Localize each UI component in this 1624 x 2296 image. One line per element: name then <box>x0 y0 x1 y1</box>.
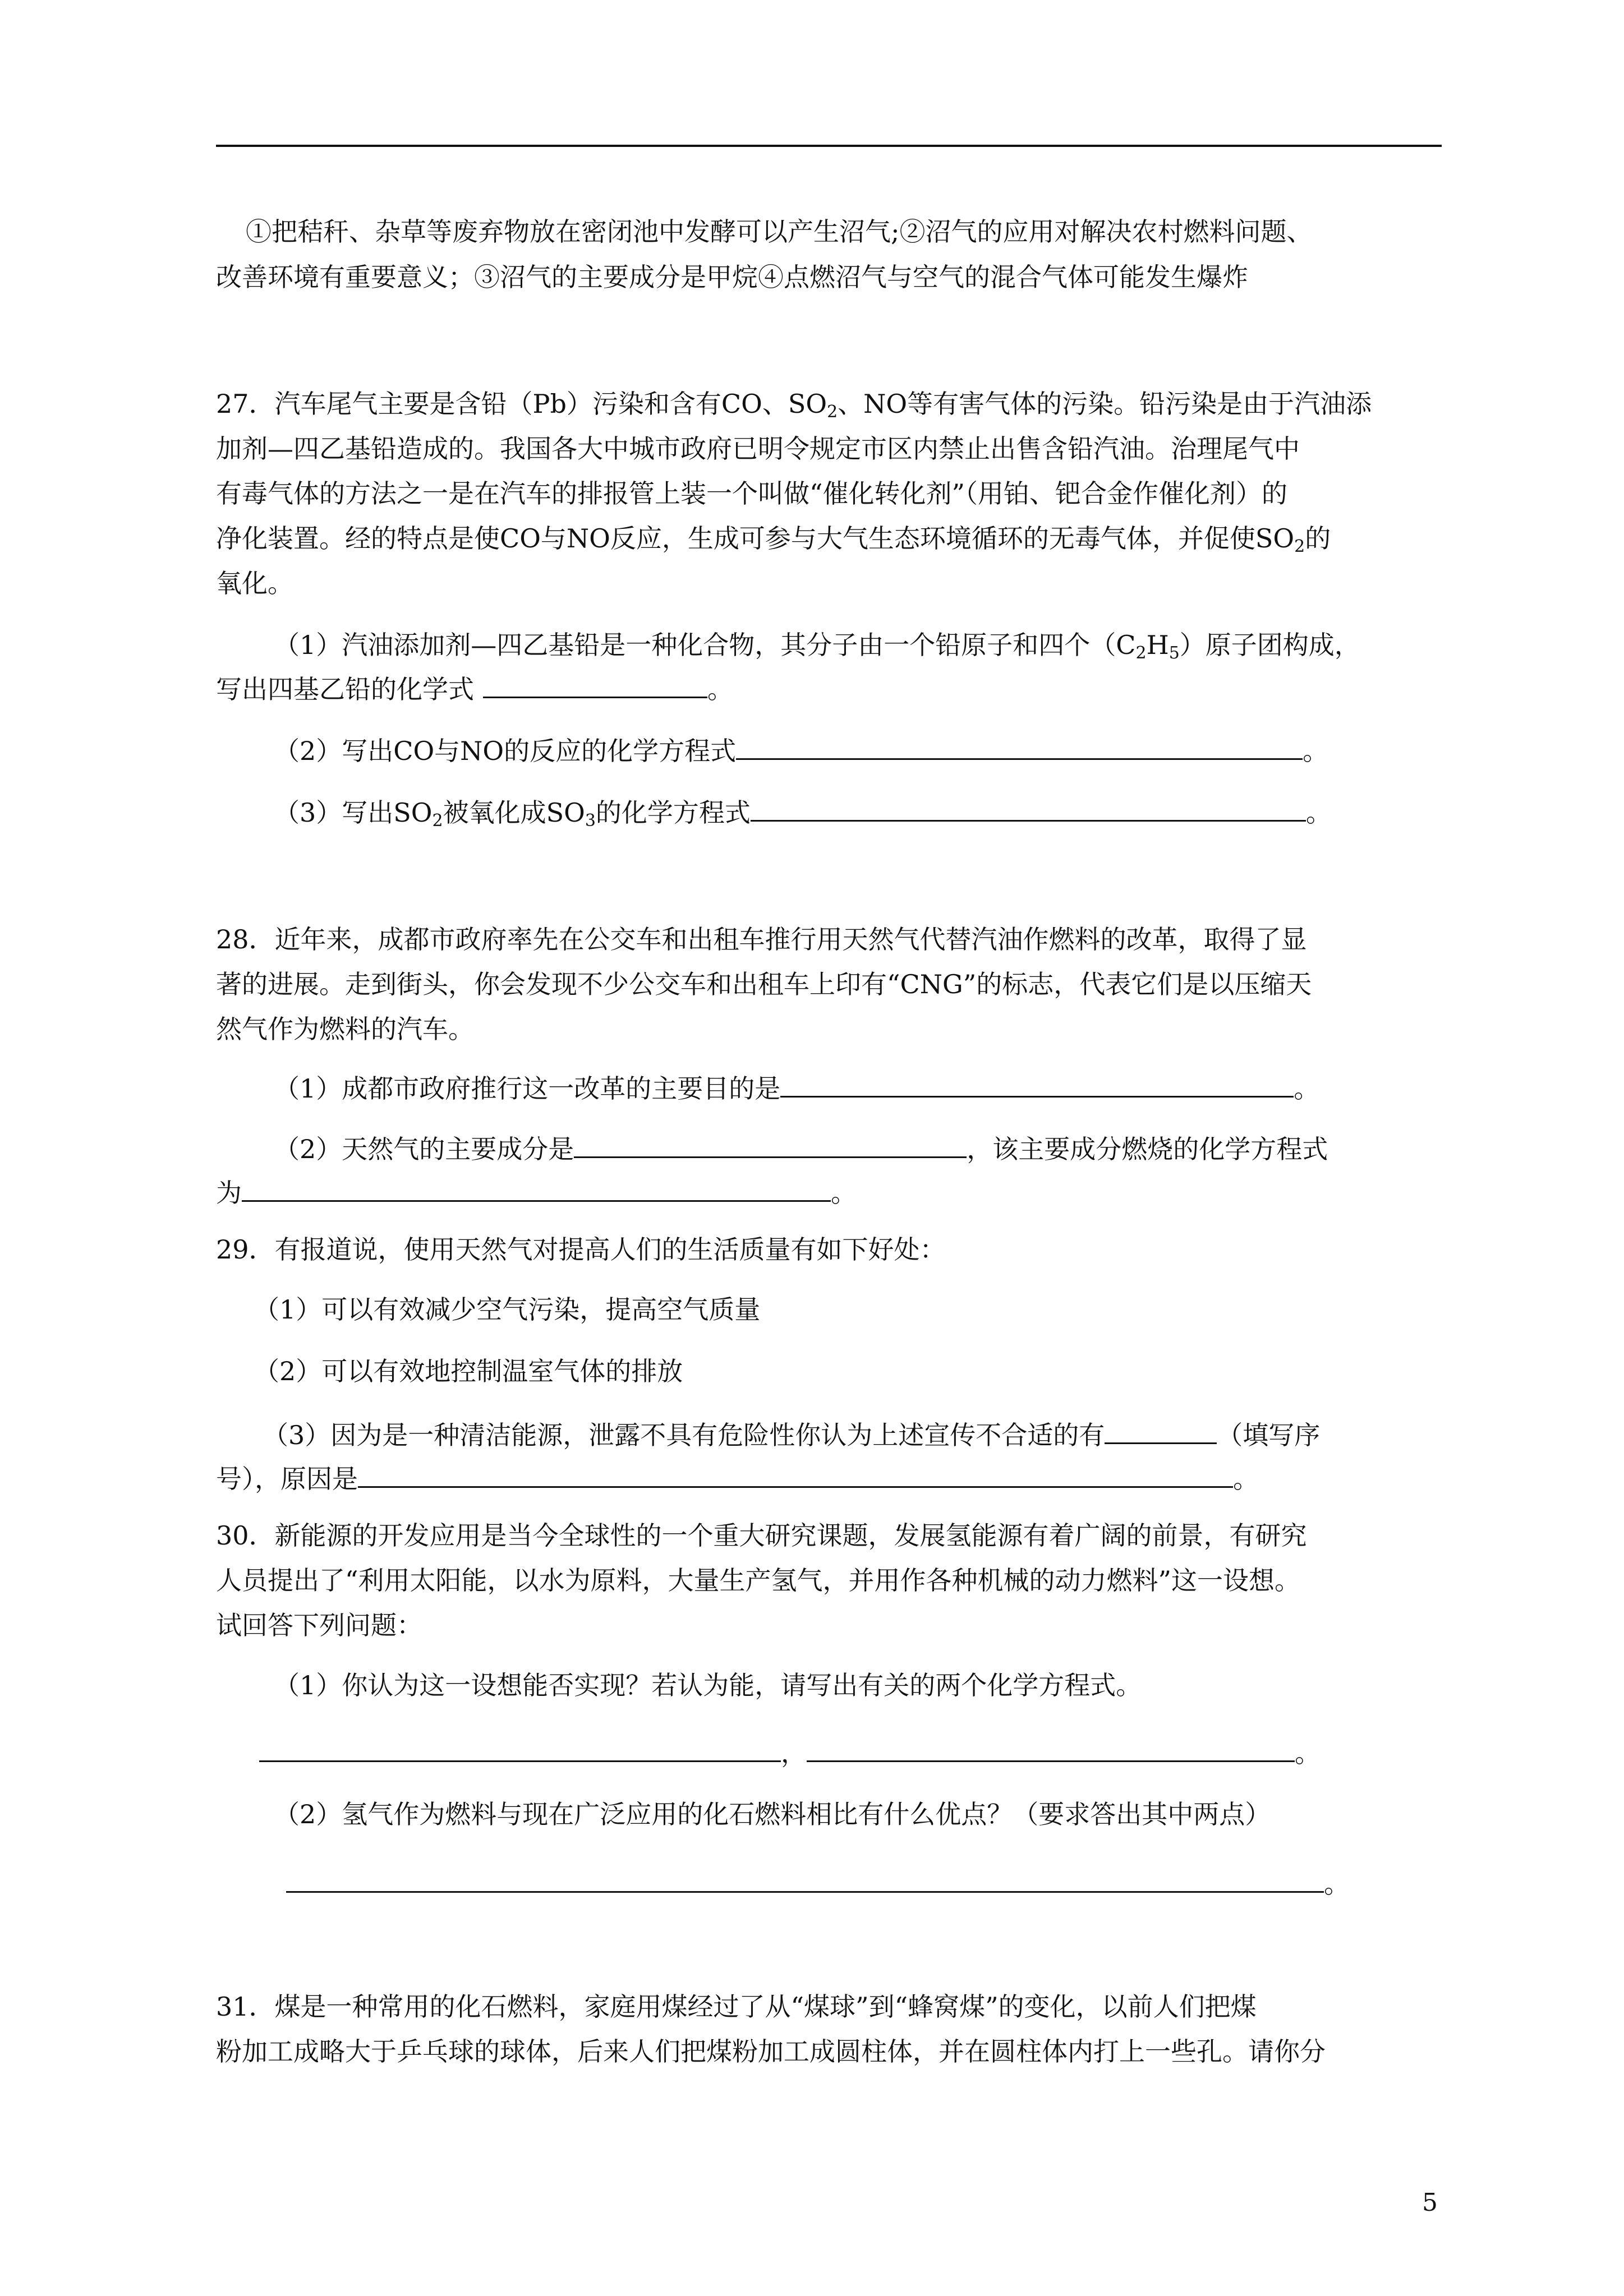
page-number: 5 <box>1422 2188 1438 2217</box>
q30-line-3 <box>216 1608 422 1642</box>
q30-text: 人员提出了“利用太阳能，以水为原料，大量生产氢气，并用作各种机械的动力燃料”这一设想。 <box>216 1565 1301 1596</box>
q28-part-2-text: （2）天然气的主要成分是 <box>274 1134 574 1164</box>
q30-part-1 <box>274 1668 1142 1702</box>
subscript: 2 <box>1294 537 1305 556</box>
q28-line-2 <box>216 967 1312 1001</box>
q28-part-1-text: （1）成都市政府推行这一改革的主要目的是 <box>274 1073 781 1104</box>
answer-blank[interactable] <box>286 1866 1324 1893</box>
punctuation: 。 <box>1324 1869 1350 1899</box>
q27-part-1-text: H <box>1146 630 1169 660</box>
q27-text: 氧化。 <box>216 568 293 598</box>
intro-line-1 <box>246 215 1313 248</box>
intro-line-2 <box>216 260 1248 294</box>
q28-line-1 <box>216 923 1307 956</box>
header-rule <box>216 145 1442 147</box>
q29-part-2 <box>254 1354 683 1388</box>
q28-text: 著的进展。走到街头，你会发现不少公交车和出租车上印有“CNG”的标志，代表它们是以压缩天 <box>216 969 1312 999</box>
punctuation: 。 <box>1233 1464 1259 1494</box>
answer-blank[interactable] <box>259 1736 781 1762</box>
answer-blank[interactable] <box>483 672 707 698</box>
q27-part-2 <box>274 734 1328 768</box>
q27-text: 加剂—四乙基铅造成的。我国各大中城市政府已明令规定市区内禁止出售含铅汽油。治理尾气中 <box>216 434 1300 464</box>
q30-part-2 <box>274 1797 1271 1831</box>
q27-part-1-text: 写出四基乙铅的化学式 <box>216 674 474 704</box>
q27-text: 的 <box>1305 523 1331 554</box>
q27-part-1 <box>274 628 1360 662</box>
punctuation: 。 <box>1295 1738 1321 1768</box>
q27-line-4 <box>216 522 1331 555</box>
q28-part-1 <box>274 1071 1319 1105</box>
q27-line-1 <box>216 387 1372 421</box>
q27-text: 、NO等有害气体的污染。铅污染是由于汽油添 <box>838 389 1372 419</box>
intro-text-2: 改善环境有重要意义；③沼气的主要成分是甲烷④点燃沼气与空气的混合气体可能发生爆炸 <box>216 262 1248 292</box>
answer-blank[interactable] <box>574 1132 967 1158</box>
q30-part-1-text: （1）你认为这一设想能否实现？若认为能，请写出有关的两个化学方程式。 <box>274 1670 1142 1700</box>
q28-text: 28．近年来，成都市政府率先在公交车和出租车推行用天然气代替汽油作燃料的改革，取得了显 <box>216 924 1307 955</box>
q29-part-1 <box>254 1293 760 1326</box>
q30-part-2-text: （2）氢气作为燃料与现在广泛应用的化石燃料相比有什么优点？（要求答出其中两点） <box>274 1799 1271 1829</box>
answer-blank[interactable] <box>1105 1418 1217 1444</box>
punctuation: 。 <box>1303 736 1329 766</box>
q31-line-2 <box>216 2035 1326 2068</box>
punctuation: 。 <box>1305 797 1332 828</box>
answer-blank[interactable] <box>358 1461 1233 1488</box>
punctuation: 。 <box>1294 1073 1320 1104</box>
q31-line-1 <box>216 1990 1257 2023</box>
q30-line-1 <box>216 1519 1307 1552</box>
subscript: 2 <box>432 811 443 831</box>
intro-text-1: ①把秸秆、杂草等废弃物放在密闭池中发酵可以产生沼气;②沼气的应用对解决农村燃料问题、 <box>246 216 1313 247</box>
q28-line-3 <box>216 1012 474 1046</box>
q27-part-3 <box>274 795 1332 829</box>
q28-part-2-answer-line <box>216 1175 857 1210</box>
q27-line-3 <box>216 477 1287 510</box>
q28-part-2-text: ，该主要成分燃烧的化学方程式 <box>967 1134 1328 1164</box>
q30-text: 试回答下列问题： <box>216 1610 422 1640</box>
punctuation: ， <box>781 1738 807 1768</box>
q29-part-3-text: （填写序 <box>1217 1420 1321 1450</box>
q30-part-1-answer-line <box>259 1736 1321 1770</box>
q28-text: 然气作为燃料的汽车。 <box>216 1014 474 1044</box>
q28-part-2-text: 为 <box>216 1178 242 1208</box>
q29-part-3-text: 号），原因是 <box>216 1464 358 1494</box>
q31-text: 31．煤是一种常用的化石燃料，家庭用煤经过了从“煤球”到“蜂窝煤”的变化，以前人们把煤 <box>216 1991 1257 2022</box>
q29-part-1-text: （1）可以有效减少空气污染，提高空气质量 <box>254 1294 761 1325</box>
q27-text: 27．汽车尾气主要是含铅（Pb）污染和含有CO、SO <box>216 389 827 419</box>
q27-line-2 <box>216 432 1300 465</box>
answer-blank[interactable] <box>751 795 1306 822</box>
subscript: 5 <box>1168 643 1180 663</box>
punctuation: 。 <box>831 1178 857 1208</box>
subscript: 2 <box>1135 643 1147 663</box>
q29-part-2-text: （2）可以有效地控制温室气体的排放 <box>254 1356 683 1386</box>
q27-part-2-text: （2）写出CO与NO的反应的化学方程式 <box>274 736 737 766</box>
q29-part-3-text: （3）因为是一种清洁能源，泄露不具有危险性你认为上述宣传不合适的有 <box>263 1420 1105 1450</box>
answer-blank[interactable] <box>807 1736 1295 1762</box>
q27-part-3-text: （3）写出SO <box>274 797 433 828</box>
answer-blank[interactable] <box>780 1071 1294 1098</box>
q27-part-1-answer-line <box>216 672 733 706</box>
subscript: 3 <box>585 811 596 831</box>
answer-blank[interactable] <box>242 1175 831 1202</box>
q29-part-3 <box>263 1418 1320 1452</box>
q30-line-2 <box>216 1564 1300 1597</box>
punctuation: 。 <box>707 674 733 704</box>
q27-part-3-text: 被氧化成SO <box>443 797 585 828</box>
q27-text: 净化装置。经的特点是使CO与NO反应，生成可参与大气生态环境循环的无毒气体，并促使SO <box>216 523 1295 554</box>
q27-part-1-text: （1）汽油添加剂—四乙基铅是一种化合物，其分子由一个铅原子和四个（C <box>274 630 1136 660</box>
q31-text: 粉加工成略大于乒乓球的球体，后来人们把煤粉加工成圆柱体，并在圆柱体内打上一些孔。请你分 <box>216 2036 1326 2067</box>
q30-part-2-answer-line <box>286 1866 1350 1901</box>
q27-line-5 <box>216 566 293 600</box>
answer-blank[interactable] <box>736 734 1303 760</box>
subscript: 2 <box>827 402 838 422</box>
q28-part-2 <box>274 1132 1328 1166</box>
q27-part-3-text: 的化学方程式 <box>595 797 751 828</box>
q29-text: 29．有报道说，使用天然气对提高人们的生活质量有如下好处： <box>216 1234 946 1265</box>
q27-text: 有毒气体的方法之一是在汽车的排报管上装一个叫做“催化转化剂”（用铂、钯合金作催化剂）的 <box>216 478 1288 509</box>
q27-part-1-text: ）原子团构成， <box>1179 630 1360 660</box>
q29-part-3-answer-line <box>216 1461 1259 1496</box>
q30-text: 30．新能源的开发应用是当今全球性的一个重大研究课题，发展氢能源有着广阔的前景，有研究 <box>216 1520 1307 1551</box>
q29-line-1 <box>216 1233 946 1266</box>
